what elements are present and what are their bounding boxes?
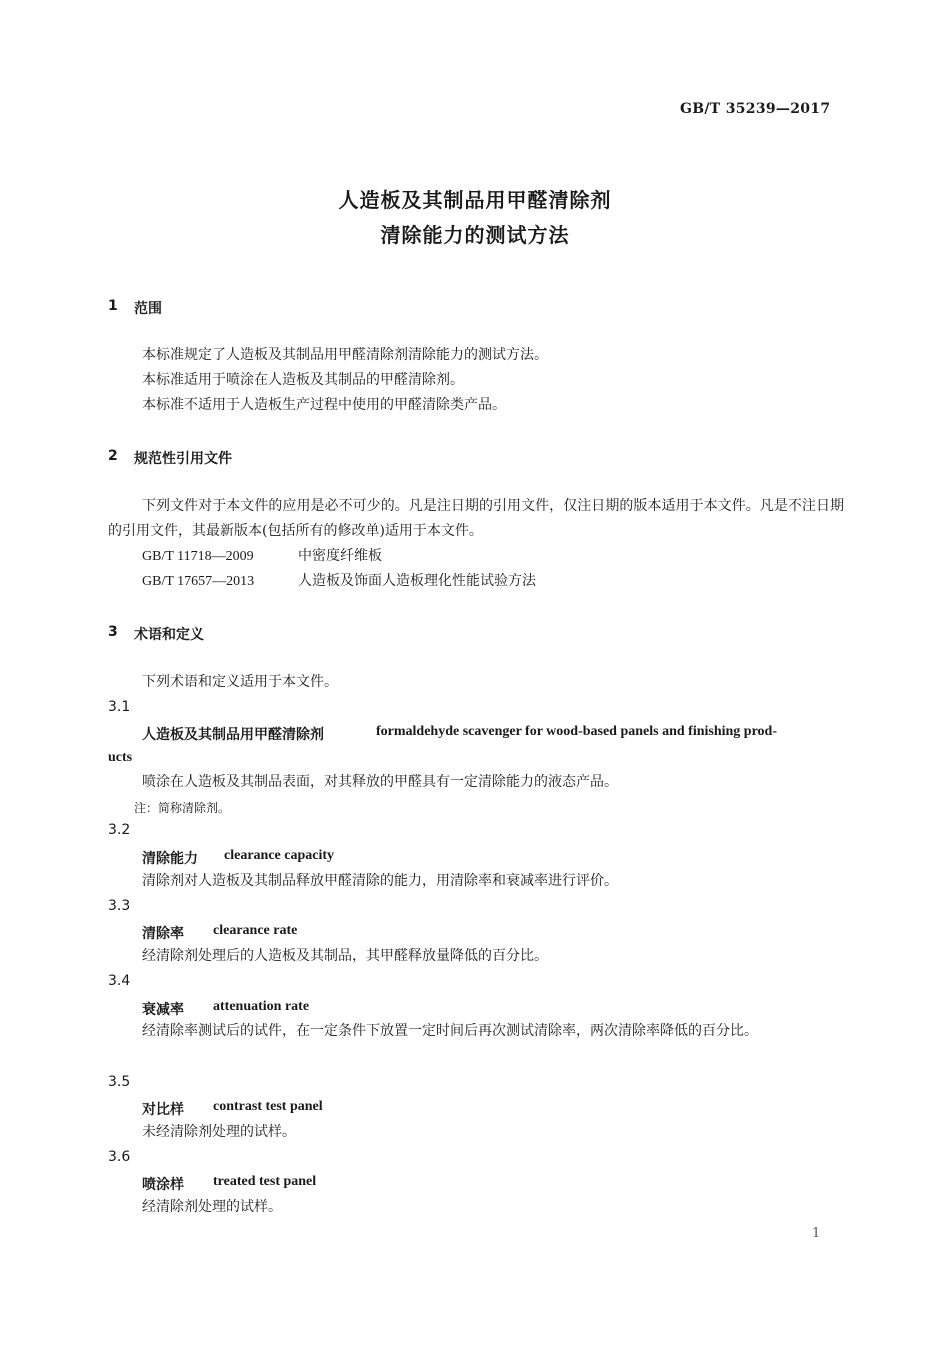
section-2-number: 2	[108, 448, 118, 464]
term-definition: 经清除剂处理的试样。	[142, 1199, 282, 1215]
term-number: 3.6	[108, 1149, 131, 1165]
section-2-intro: 下列文件对于本文件的应用是必不可少的。凡是注日期的引用文件，仅注日期的版本适用于本文件。凡是不注日期的引用文件，其最新版本(包括所有的修改单)适用于本文件。	[108, 498, 844, 539]
reference-code: GB/T 17657—2013	[142, 574, 255, 589]
term-en: treated test panel	[213, 1174, 317, 1189]
section-1-number: 1	[108, 298, 118, 314]
term-number: 3.4	[108, 973, 131, 989]
term-definition: 经清除剂处理后的人造板及其制品，其甲醛释放量降低的百分比。	[142, 948, 548, 964]
standard-number: GB/T 35239—2017	[680, 101, 831, 117]
reference-title: 人造板及饰面人造板理化性能试验方法	[298, 573, 536, 589]
term-number: 3.5	[108, 1074, 131, 1090]
term-definition: 未经清除剂处理的试样。	[142, 1124, 296, 1140]
section-3-number: 3	[108, 624, 118, 640]
term-en: clearance capacity	[224, 848, 335, 863]
section-2-title: 规范性引用文件	[134, 451, 232, 467]
term-definition: 清除剂对人造板及其制品释放甲醛清除的能力，用清除率和衰减率进行评价。	[142, 873, 618, 889]
section-1-line: 本标准适用于喷涂在人造板及其制品的甲醛清除剂。	[142, 372, 464, 388]
reference-code: GB/T 11718—2009	[142, 549, 254, 564]
term-en: ucts	[108, 750, 133, 765]
term-zh: 喷涂样	[142, 1177, 184, 1193]
term-zh: 清除率	[142, 926, 184, 942]
term-zh: 对比样	[142, 1102, 184, 1118]
section-1-line: 本标准不适用于人造板生产过程中使用的甲醛清除类产品。	[142, 397, 506, 413]
term-en: attenuation rate	[213, 999, 310, 1014]
term-zh: 人造板及其制品用甲醛清除剂	[142, 727, 324, 743]
term-en: clearance rate	[213, 923, 298, 938]
term-zh: 衰减率	[142, 1002, 184, 1018]
term-zh: 清除能力	[142, 851, 198, 867]
term-number: 3.3	[108, 898, 131, 914]
section-3-intro: 下列术语和定义适用于本文件。	[142, 674, 338, 690]
reference-title: 中密度纤维板	[298, 548, 382, 564]
term-number: 3.1	[108, 699, 131, 715]
section-3-title: 术语和定义	[134, 627, 204, 643]
page-number: 1	[812, 1226, 821, 1241]
term-note: 注：简称清除剂。	[134, 801, 231, 815]
section-1-line: 本标准规定了人造板及其制品用甲醛清除剂清除能力的测试方法。	[142, 347, 548, 363]
term-en: contrast test panel	[213, 1099, 323, 1114]
document-title-line1: 人造板及其制品用甲醛清除剂	[338, 188, 612, 212]
term-number: 3.2	[108, 822, 131, 838]
term-definition: 经清除率测试后的试件，在一定条件下放置一定时间后再次测试清除率，两次清除率降低的百分比。	[142, 1023, 758, 1039]
term-en: formaldehyde scavenger for wood-based panels and finishing prod-	[376, 724, 777, 739]
term-definition: 喷涂在人造板及其制品表面，对其释放的甲醛具有一定清除能力的液态产品。	[142, 774, 618, 790]
section-1-title: 范围	[134, 301, 162, 317]
document-title-line2: 清除能力的测试方法	[380, 223, 570, 247]
